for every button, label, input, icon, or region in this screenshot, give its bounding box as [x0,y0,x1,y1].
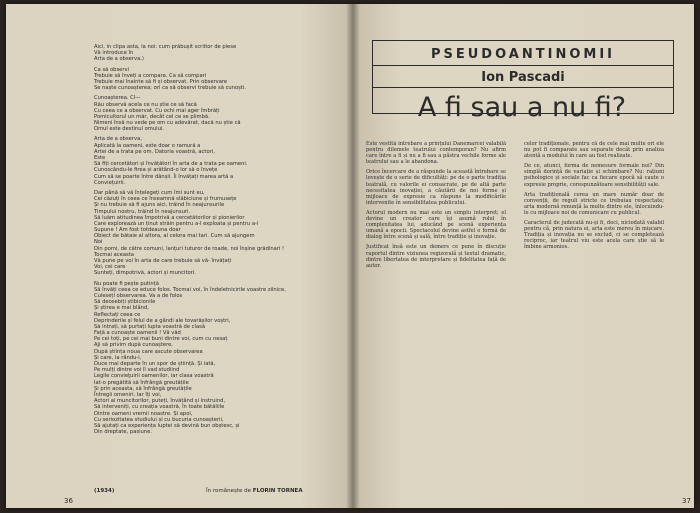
poem-line: Să luăm atitudinea împotrivă a cercetătorilor și pionierilor [94,214,245,221]
poem-line: Aici, in clipa asta, la noi: cum prăbușit scriitor de piese [94,44,237,50]
article-paragraph: Arta tradițională cerea un mare număr doar de convenții, de reguli stricte ce trebuiau respectate; arta modernă renunță la multe dintre ele, înlocuindu-le cu mijloace noi de comunicare cu publicul. [524,191,664,216]
poem-line: Timpului nostru, trăind în neajunsuri. [94,208,191,215]
poem-line: Aji să privim după cunoaștere, [94,342,173,349]
poem-line: Nu poate fi pește putință [94,280,159,287]
poem-line: Pomicultorul un măr, decât cel ce se plimbă. [94,113,210,120]
poem-line: Vă pune pe voi în arta de care trebuie să vă- învățați [94,258,232,264]
poem-line: Cu seriozitatea studiului și cu bucuria cunoașterii, [94,416,224,423]
poem-line: Pe mulți dintre voi îi vad studiind [94,367,180,374]
series-title: PSEUDOANTINOMII [430,47,615,62]
translator-credit [206,488,303,494]
poem-line: Omul este destinul omului. [94,126,164,133]
poem-line: Arta de a observa, [94,136,142,143]
article-column-2 [524,141,664,497]
poem-line: Duce mai departe în un spor de știință. Și iată, [94,361,216,367]
poem-line: Se naște cunoașterea; ori ca să observi trebuie să cunoști. [94,85,246,92]
book-spread [6,4,694,508]
poem-line: Dar până să vă înțelegeți cum îmi sunt eu, [94,189,205,196]
poem-line: Trebuie mai înainte să fi și observat. Prin observare [94,78,228,85]
poem-line: Și prin aceasta, să înfrângă greutățile [94,385,192,392]
poem-line: Să ajutați ca experiența luptei să devină bun obștesc, și [94,422,240,429]
poem-line: Cum să se poarte între dânșii. Îi învățați marea artă a [94,173,234,180]
poem-line: După știința noua care ascute observarea [94,348,203,355]
poem-line: Să fiți cercetători și învățători în arta de a trata pe oameni. [94,161,248,168]
poem-line: Deprinderile și felul de a gândi ale tovarășilor voștri, [94,317,231,324]
poem-line: Iat-o pregătită să înfrângă greutățile [94,379,189,386]
poem-line: Să intrați, să purtați lupta voastră de clasă [94,323,206,330]
poem-line: Întregii omeniri. Iar îți voi, [94,391,162,398]
poem-line: Conviețuirii. [94,179,126,186]
article-paragraph: De ce, atunci, forma de nemesure formale noi? Din simplă dorință de variație și schimbare? Nu: rațiuni psihologice și sociale fac ca fiecare epocă să caute o expresie proprie, corespunzătoare sensibilității sale. [524,163,664,188]
poem-line: Cunoscându-le firea și arătând-o lor să o învețe [94,167,218,174]
poem-line: Trebuie să înveți a compara. Ca să compari [94,72,207,79]
article-paragraph: Justificat însă este un demers ce pune în discuție raportul dintre viziunea regizorală și textul dramatic, dintre libertatea de interpretare și fidelitatea față de autor. [366,244,506,269]
article-paragraph: Este vestită întrebare a prințului Danemarcei valabilă pentru dilemele teatrului contemporan? Nu afirm care între a fi și nu a fi sau a păstra vechile forme ale teatrului sau a le abandona. [366,141,506,166]
poem-line: Să învăți ceea ce educe folos. Tocmai voi, în îndeletnicirile voastre zilnice, [94,286,286,293]
poem-line: Este [94,155,106,161]
poem-line: Și care, la rându-i, [94,354,142,361]
poem-line: Reflectați ceea ce [94,311,141,318]
poem-line: Și știrea e mai blând, [94,305,149,312]
poem-line: Cu ceea ce a observat. Cu ochi mai ager îmbrăți [94,107,220,114]
poem-line: Culeseți observarea. Va a de folos [94,292,183,299]
translator-name: FLORIN TORNEA [252,488,303,494]
poem-line: Care explorează un ținut străin pentru a-l exploata și pentru a-l [94,220,259,227]
poem-line: Supune ! Am fost totdeauna doar [94,227,181,234]
article-author: Ion Pascadi [481,70,565,85]
poem-line: Vă introduce în [94,50,134,57]
translator-prefix: În românește de [206,488,251,494]
poem-line: Obiect de bătaie al altora, al celora mai tari. Cum să ajungem [94,233,255,240]
poem-line: Cei căzuți în ceea ce înseamnă slăbiciune și frumusețe [94,196,237,203]
book-gutter [346,4,360,508]
poem-line: Legile convieţuirii oamenilor, iar clasa voastră [94,373,214,380]
poem-line: Să deosebiți știbicionile [94,299,156,306]
poem-year: (1934) [94,488,115,494]
article-title: A fi sau a nu fi? [417,92,627,123]
poem-line: Nimeni însă nu vede pe om cu adevărat, dacă nu știe că [94,120,241,127]
left-page [6,4,352,508]
poem-line: Sunteți, dimpotrivă, actori și muncitori. [94,270,196,277]
article-paragraph: celor tradiționale, pentru că de cele mai multe ori ele nu pot fi comparate sau separate decât prin analiza atentă a modului în care au fost realizate. [524,141,664,160]
poem-line: Rău observă acela ce nu știe ce să facă [94,101,197,108]
poem-line: Aplicată la oameni, este doar o ramură a [94,142,201,149]
poem-line: Pe cei toți, pe cei mai buni dintre voi, cum cu nesaț [94,336,228,343]
poem-line: Dintre oameni vremii noastre. Și apoi, [94,410,193,417]
article-paragraph: Actorul modern nu mai este un simplu interpret; el devine un creator care își asumă rolul în complexitatea lui, aducând pe scenă experiența umană a epocii. Spectacolul devine astfel o formă de dialog între scenă și sală, între tradiție și inovație. [366,209,506,241]
poem-line: Artei de a trata pe om. Datoria voastră, actori, [94,148,215,155]
article-column-1 [366,141,506,497]
poem-line: Voi, cei care [94,264,126,271]
poem-line: Din pomi, de către comuni, lanțuri tuturor de roade, noi înșine grădinari ! [94,245,285,252]
article-paragraph: Orice încercare de a răspunde la această întrebare se lovește de o serie de dificultăți: pe de o parte tradiția teatrală, cu valorile ei consacrate, pe de altă parte necesitatea inovației, a căutării de noi forme și mijloace de expresie ca răspuns la modificările intervenite în sensibilitatea publicului. [366,169,506,206]
poem-line: Și nu trebuie să fi ajuns aici, trăind în neajunsurile [94,202,225,209]
poem-line: Noi [94,239,103,246]
poem-line: Să interveniți, cu creația voastră, în toate bătăliile [94,404,225,411]
poem-line: Față a cunoaște oamenii ! Vă văd [94,330,181,337]
poem-line: Tocmai aceasta [94,251,134,258]
right-page [352,4,694,508]
article-paragraph: Caracterul de judecată nu-și fi, deci, niciodată valabil pentru că, prin natura ei, arta este mereu în mișcare. Tradiția și inovația nu se exclud, ci se completează reciproc, iar teatrul viu este acela care știe să le îmbine armonios. [524,220,664,251]
poem-line: Din dreptate, pasiune. [94,429,152,436]
poem-line: Actori ai muncitorilor, puteți, învățând și instruind, [94,398,226,405]
poem-line: Ca să observi [94,66,129,73]
header-rule-bottom [373,87,673,88]
poem-text [94,44,344,484]
poem-line: Arta de a observa.) [94,56,144,63]
page-number-left: 36 [64,497,73,505]
poem-line: Cunoașterea. Cl— [94,95,141,102]
page-number-right: 37 [682,497,691,505]
header-rule-top [373,65,673,66]
